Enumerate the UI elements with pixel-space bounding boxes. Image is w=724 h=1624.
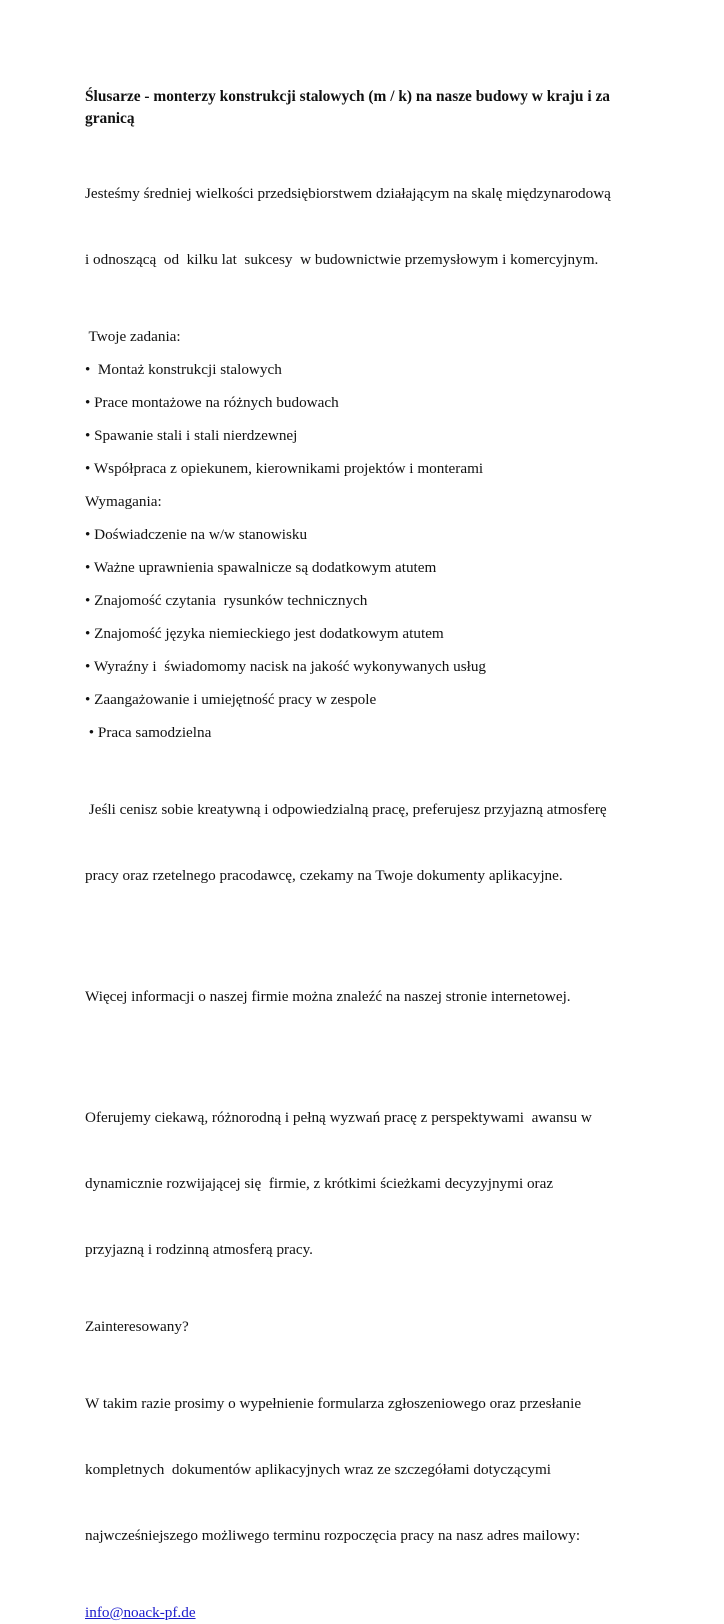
- apply-paragraph: [85, 1349, 655, 1591]
- interested-question: Zainteresowany?: [85, 1318, 189, 1335]
- apply-line-1: W takim razie prosimy o wypełnienie formularza zgłoszeniowego oraz przesłanie: [85, 1395, 582, 1412]
- job-title-line-2: granicą: [85, 110, 135, 127]
- email-link[interactable]: info@noack-pf.de: [85, 1604, 196, 1621]
- task-item: • Montaż konstrukcji stalowych: [85, 361, 282, 378]
- closing-paragraph: [85, 755, 655, 931]
- job-title: [85, 86, 655, 130]
- requirement-item: • Wyraźny i świadomomy nacisk na jakość wykonywanych usług: [85, 658, 487, 675]
- requirements-heading: Wymagania:: [85, 493, 162, 510]
- requirement-item: • Znajomość czytania rysunków technicznych: [85, 592, 368, 609]
- intro-line-2: i odnoszącą od kilku lat sukcesy w budownictwie przemysłowym i komercyjnym.: [85, 251, 599, 268]
- more-info-line: Więcej informacji o naszej firmie można znaleźć na naszej stronie internetowej.: [85, 988, 571, 1005]
- requirement-item: • Praca samodzielna: [85, 724, 212, 741]
- task-item: • Współpraca z opiekunem, kierownikami projektów i monterami: [85, 460, 484, 477]
- company-intro: [85, 139, 655, 315]
- offer-line-2: dynamicznie rozwijającej się firmie, z krótkimi ścieżkami decyzyjnymi oraz: [85, 1175, 554, 1192]
- task-item: • Spawanie stali i stali nierdzewnej: [85, 427, 298, 444]
- tasks-list: [85, 359, 655, 480]
- requirement-item: • Zaangażowanie i umiejętność pracy w zespole: [85, 691, 377, 708]
- offer-paragraph: [85, 1063, 655, 1305]
- requirements-list: [85, 524, 655, 744]
- apply-line-2: kompletnych dokumentów aplikacyjnych wraz ze szczegółami dotyczącymi: [85, 1461, 551, 1478]
- requirement-item: • Ważne uprawnienia spawalnicze są dodatkowym atutem: [85, 559, 437, 576]
- requirement-item: • Doświadczenie na w/w stanowisku: [85, 526, 308, 543]
- task-item: • Prace montażowe na różnych budowach: [85, 394, 339, 411]
- more-info-paragraph: [85, 942, 655, 1052]
- tasks-heading: Twoje zadania:: [85, 328, 181, 345]
- offer-line-1: Oferujemy ciekawą, różnorodną i pełną wyzwań pracę z perspektywami awansu w: [85, 1109, 592, 1126]
- closing-line-1: Jeśli cenisz sobie kreatywną i odpowiedzialną pracę, preferujesz przyjazną atmosferę: [85, 801, 607, 818]
- apply-line-3: najwcześniejszego możliwego terminu rozpoczęcia pracy na nasz adres mailowy:: [85, 1527, 581, 1544]
- intro-line-1: Jesteśmy średniej wielkości przedsiębiorstwem działającym na skalę międzynarodową: [85, 185, 611, 202]
- closing-line-2: pracy oraz rzetelnego pracodawcę, czekamy na Twoje dokumenty aplikacyjne.: [85, 867, 563, 884]
- requirement-item: • Znajomość języka niemieckiego jest dodatkowym atutem: [85, 625, 444, 642]
- job-title-line-1: Ślusarze - monterzy konstrukcji stalowych (m / k) na nasze budowy w kraju i za: [85, 88, 610, 105]
- document-body: [85, 86, 655, 1624]
- offer-line-3: przyjazną i rodzinną atmosferą pracy.: [85, 1241, 313, 1258]
